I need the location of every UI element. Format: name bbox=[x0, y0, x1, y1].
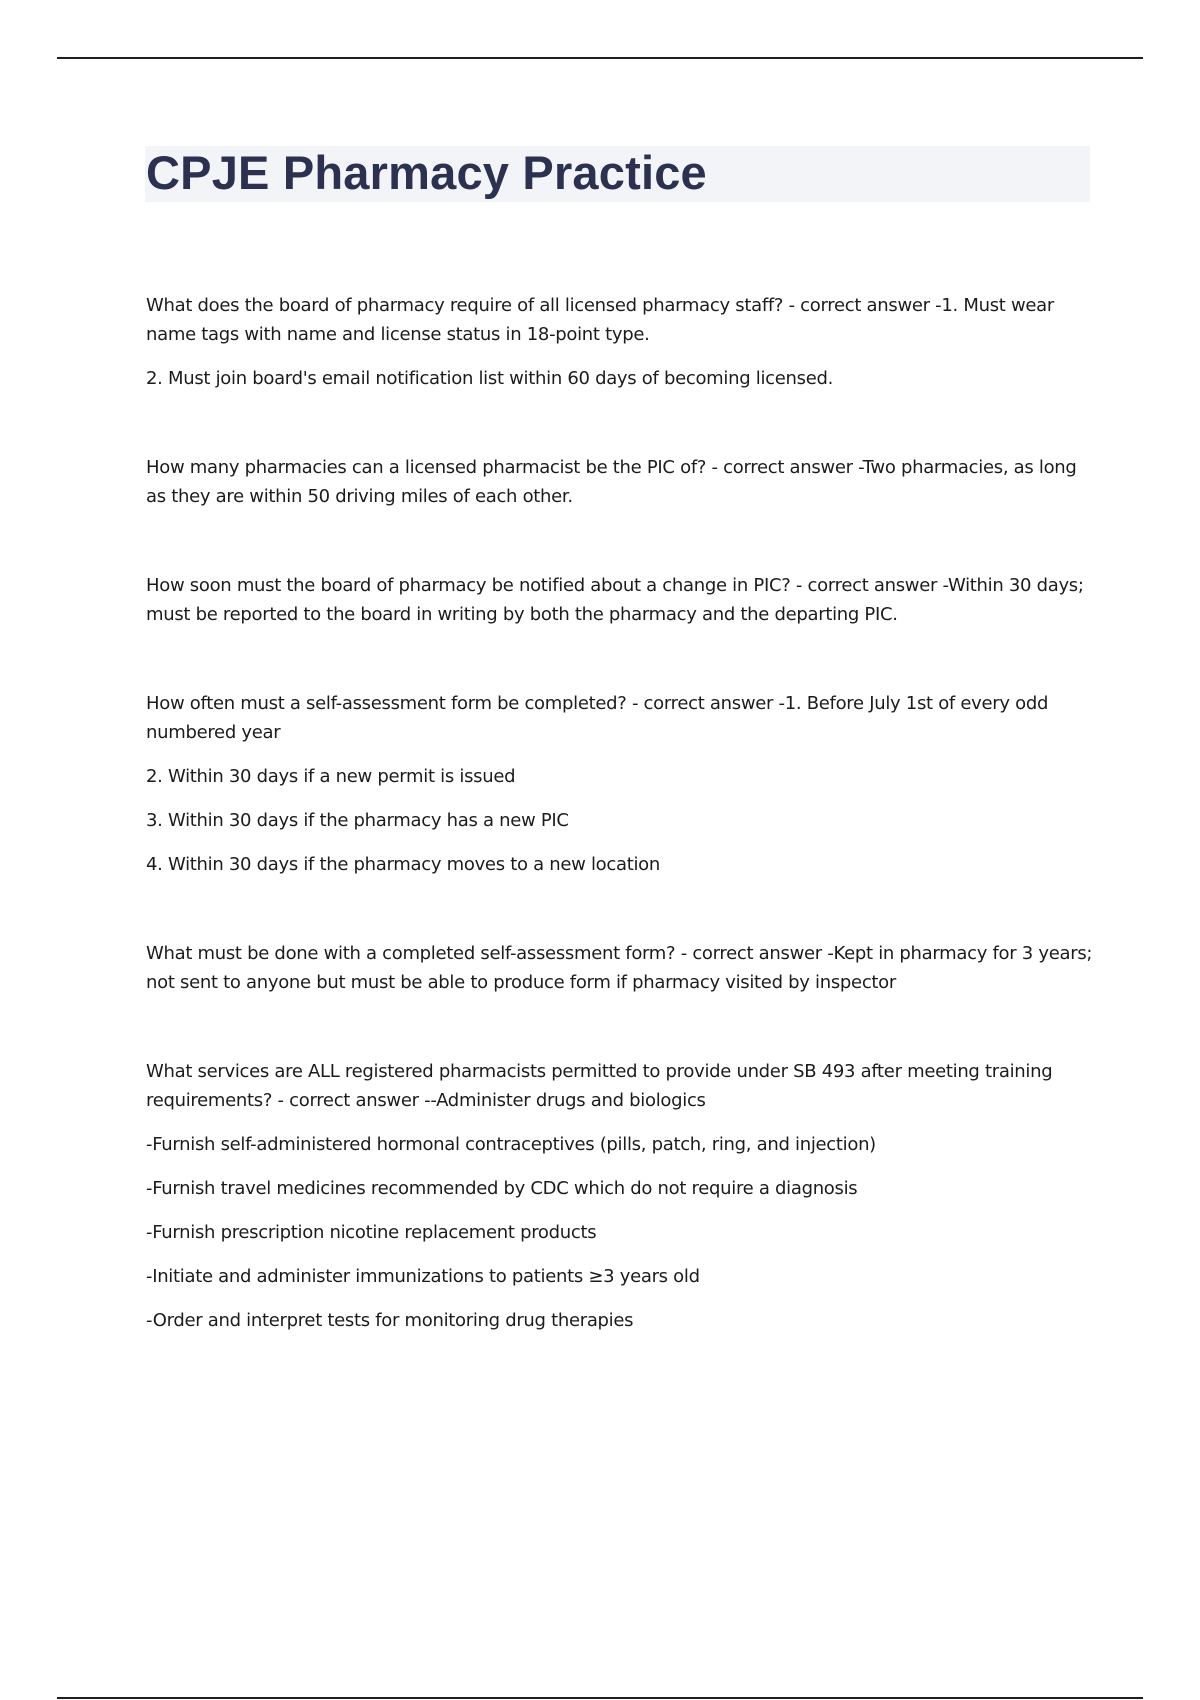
qa-paragraph: How many pharmacies can a licensed pharmacist be the PIC of? - correct answer -Two pharmacies, as long as they are within 50 driving miles of each other. bbox=[146, 457, 1077, 507]
qa-paragraph: What does the board of pharmacy require of all licensed pharmacy staff? - correct answer -1. Must wear name tags with name and license status in 18-point type. bbox=[146, 295, 1054, 345]
qa-block bbox=[146, 689, 1096, 879]
qa-paragraph: 2. Must join board's email notification list within 60 days of becoming licensed. bbox=[146, 368, 834, 389]
qa-paragraph: -Furnish travel medicines recommended by CDC which do not require a diagnosis bbox=[146, 1178, 858, 1199]
qa-block bbox=[146, 939, 1096, 997]
qa-paragraph: -Order and interpret tests for monitoring drug therapies bbox=[146, 1310, 634, 1331]
qa-paragraph: 3. Within 30 days if the pharmacy has a new PIC bbox=[146, 810, 569, 831]
qa-paragraph: 2. Within 30 days if a new permit is issued bbox=[146, 766, 516, 787]
qa-paragraph: How soon must the board of pharmacy be notified about a change in PIC? - correct answer -Within 30 days; must be reported to the board in writing by both the pharmacy and the departing PIC. bbox=[146, 575, 1084, 625]
qa-paragraph: What must be done with a completed self-assessment form? - correct answer -Kept in pharmacy for 3 years; not sent to anyone but must be able to produce form if pharmacy visited by inspector bbox=[146, 943, 1093, 993]
top-rule bbox=[57, 57, 1143, 59]
qa-paragraph: -Furnish prescription nicotine replacement products bbox=[146, 1222, 597, 1243]
qa-block bbox=[146, 571, 1096, 629]
qa-list bbox=[146, 291, 1096, 1395]
qa-paragraph: What services are ALL registered pharmacists permitted to provide under SB 493 after meeting training requirements? - correct answer --Administer drugs and biologics bbox=[146, 1061, 1053, 1111]
bottom-rule bbox=[57, 1697, 1143, 1699]
page-title: CPJE Pharmacy Practice bbox=[146, 146, 707, 199]
qa-paragraph: How often must a self-assessment form be completed? - correct answer -1. Before July 1st of every odd numbered year bbox=[146, 693, 1049, 743]
qa-paragraph: 4. Within 30 days if the pharmacy moves to a new location bbox=[146, 854, 660, 875]
qa-block bbox=[146, 1057, 1096, 1335]
qa-block bbox=[146, 453, 1096, 511]
qa-paragraph: -Furnish self-administered hormonal contraceptives (pills, patch, ring, and injection) bbox=[146, 1134, 876, 1155]
qa-block bbox=[146, 291, 1096, 393]
qa-paragraph: -Initiate and administer immunizations to patients ≥3 years old bbox=[146, 1266, 700, 1287]
